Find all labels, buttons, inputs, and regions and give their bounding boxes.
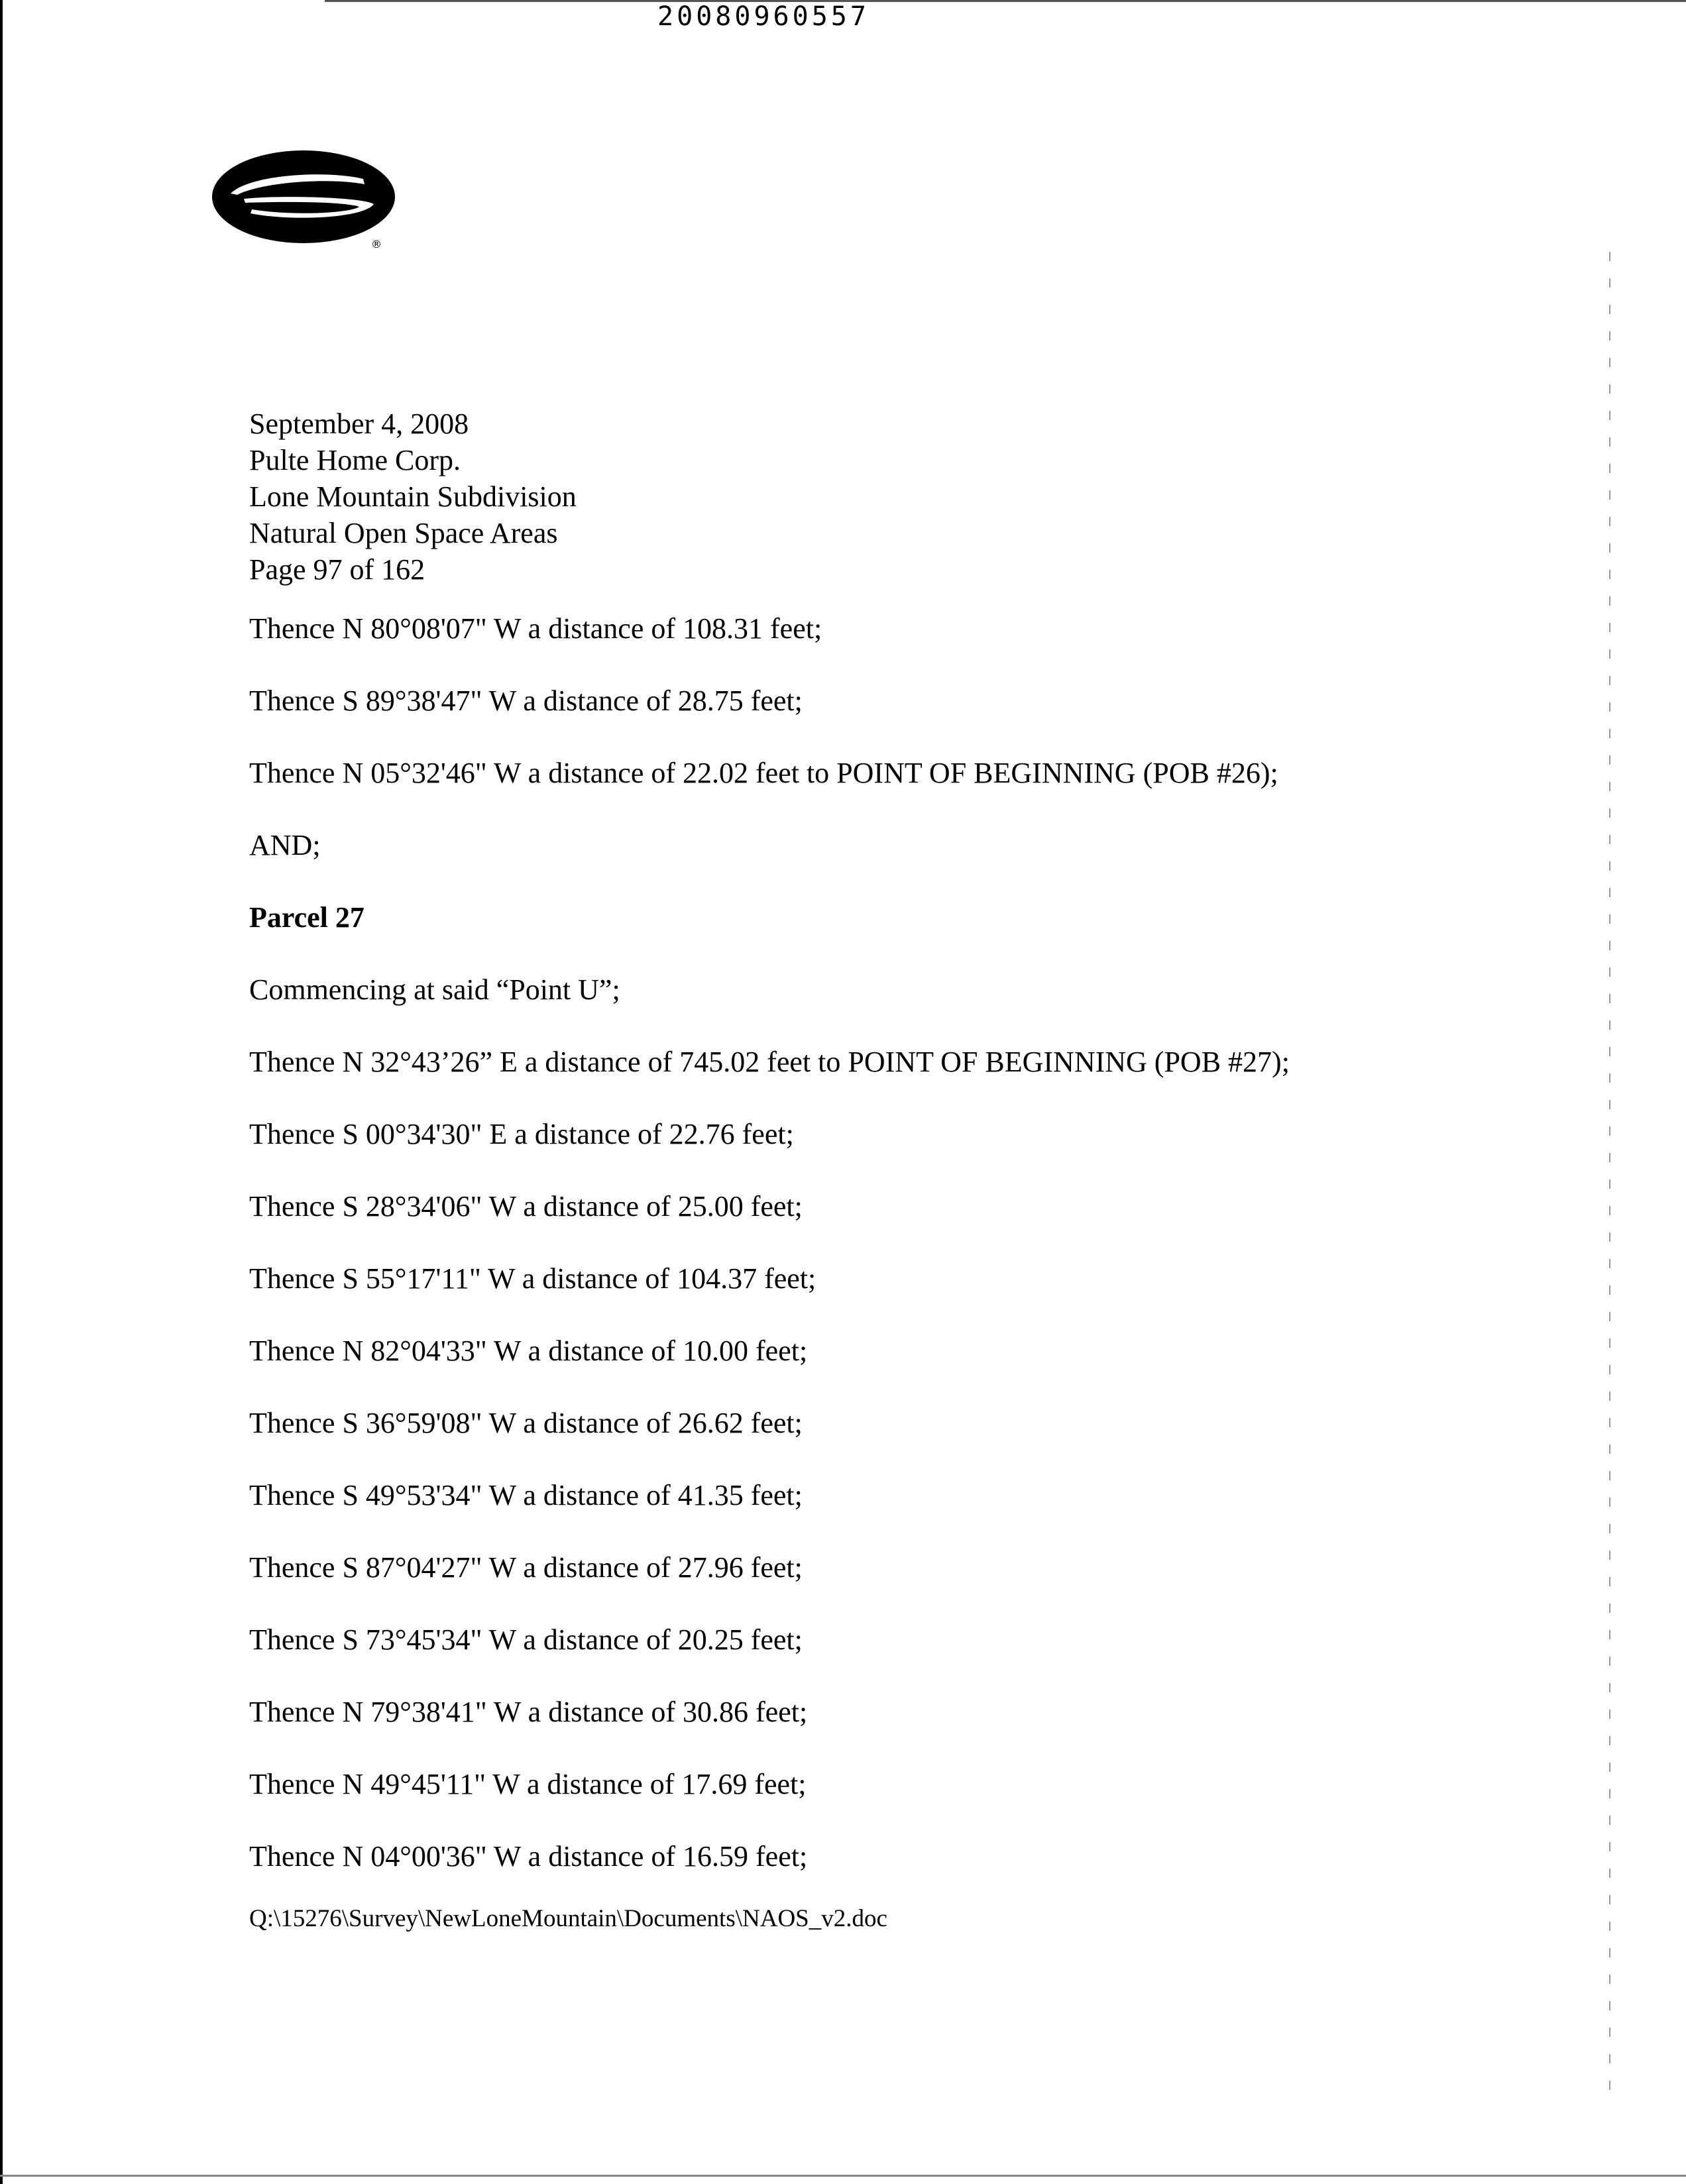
scan-border-left <box>0 0 3 2184</box>
footer-file-path: Q:\15276\Survey\NewLoneMountain\Documents\NAOS_v2.doc <box>249 1905 887 1932</box>
course-line: Thence N 82°04'33" W a distance of 10.00 feet; <box>249 1335 808 1367</box>
course-line: Thence N 32°43’26” E a distance of 745.02 feet to POINT OF BEGINNING (POB #27); <box>249 1046 1290 1078</box>
course-line: Thence S 89°38'47" W a distance of 28.75 feet; <box>249 684 803 717</box>
course-line: Thence S 00°34'30" E a distance of 22.76 feet; <box>249 1118 794 1150</box>
course-line: Thence N 04°00'36" W a distance of 16.59 feet; <box>249 1840 808 1873</box>
document-number: 20080960557 <box>657 1 870 32</box>
letter-header <box>249 406 1442 588</box>
document-body <box>249 406 1442 1875</box>
conjunction-line: AND; <box>249 829 321 861</box>
registered-mark: ® <box>371 238 382 250</box>
parcel-heading: Parcel 27 <box>249 901 365 934</box>
company-logo <box>211 147 403 253</box>
scan-artifact-line <box>1609 252 1610 2094</box>
course-line: Thence S 36°59'08" W a distance of 26.62 feet; <box>249 1407 803 1439</box>
course-line: Thence S 28°34'06" W a distance of 25.00 feet; <box>249 1190 803 1223</box>
course-line: Thence N 79°38'41" W a distance of 30.86 feet; <box>249 1696 808 1728</box>
client-name: Pulte Home Corp. <box>249 444 461 476</box>
course-line: Thence N 80°08'07" W a distance of 108.31 feet; <box>249 612 822 645</box>
project-name: Lone Mountain Subdivision <box>249 480 577 513</box>
course-line: Thence S 55°17'11" W a distance of 104.37 feet; <box>249 1262 816 1295</box>
course-line: Thence N 49°45'11" W a distance of 17.69 feet; <box>249 1768 807 1800</box>
document-subject: Natural Open Space Areas <box>249 517 558 549</box>
commencing-line: Commencing at said “Point U”; <box>249 973 620 1006</box>
page-number: Page 97 of 162 <box>249 553 425 586</box>
scan-border-bottom <box>0 2175 1686 2177</box>
letter-date: September 4, 2008 <box>249 408 469 440</box>
course-line: Thence S 49°53'34" W a distance of 41.35 feet; <box>249 1479 803 1511</box>
course-line: Thence S 87°04'27" W a distance of 27.96 feet; <box>249 1551 803 1584</box>
course-line: Thence N 05°32'46" W a distance of 22.02 feet to POINT OF BEGINNING (POB #26); <box>249 757 1278 789</box>
course-line: Thence S 73°45'34" W a distance of 20.25 feet; <box>249 1623 803 1656</box>
